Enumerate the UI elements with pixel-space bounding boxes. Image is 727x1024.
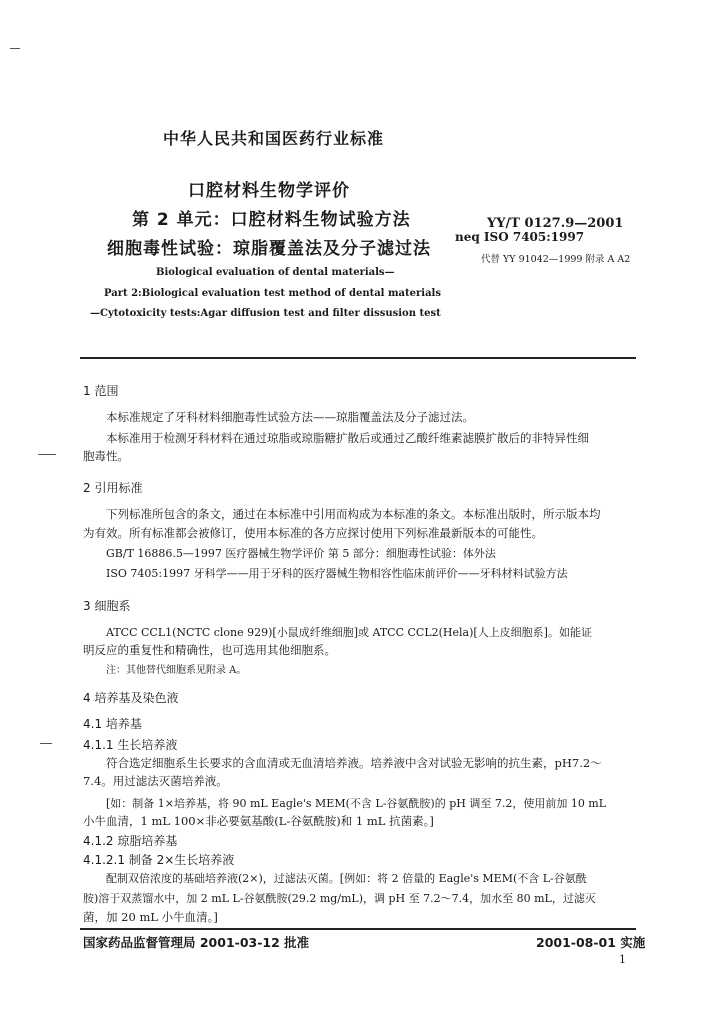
section-4-1-2-1-paragraph: 菌，加 20 mL 小牛血清。]: [83, 910, 218, 924]
reference-gbt-16886: GB/T 16886.5—1997 医疗器械生物学评价 第 5 部分：细胞毒性试验：体外法: [106, 547, 496, 560]
standard-equivalence: neq ISO 7405:1997: [455, 230, 585, 244]
section-4-heading: 4 培养基及染色液: [83, 691, 179, 705]
section-4-1-1-example: [如：制备 1×培养基，将 90 mL Eagle's MEM(不含 L-谷氨酰胺)的 pH 调至 7.2，使用前加 10 mL: [106, 797, 607, 810]
header-divider: [80, 357, 636, 359]
title-line-3: 细胞毒性试验：琼脂覆盖法及分子滤过法: [107, 239, 431, 259]
section-4-1-2-1-paragraph: 配制双倍浓度的基础培养液(2×)，过滤法灭菌。[例如：将 2 倍量的 Eagle's MEM(不含 L-谷氨酰: [106, 872, 587, 885]
title-line-2: 第 2 单元：口腔材料生物试验方法: [132, 210, 411, 230]
issuer-approval: 国家药品监督管理局 2001-03-12 批准: [83, 935, 310, 950]
section-2-paragraph: 下列标准所包含的条文，通过在本标准中引用而构成为本标准的条文。本标准出版时，所示版本均: [106, 507, 601, 521]
margin-mark: [38, 454, 56, 455]
english-title-line-2: Part 2:Biological evaluation test method of dental materials: [104, 288, 441, 299]
section-2-paragraph: 为有效。所有标准都会被修订，使用本标准的各方应探讨使用下列标准最新版本的可能性。: [83, 526, 543, 540]
replaces-standard: 代替 YY 91042—1999 附录 A A2: [481, 254, 631, 265]
section-3-paragraph: ATCC CCL1(NCTC clone 929)[小鼠成纤维细胞]或 ATCC CCL2(Hela)[人上皮细胞系]。如能证: [106, 626, 592, 639]
footer-divider: [80, 928, 636, 930]
section-1-paragraph: 本标准规定了牙科材料细胞毒性试验方法——琼脂覆盖法及分子滤过法。: [106, 410, 474, 424]
section-3-paragraph: 明反应的重复性和精确性，也可选用其他细胞系。: [83, 643, 336, 657]
issuing-organization: 中华人民共和国医药行业标准: [163, 129, 385, 148]
section-4-1-heading: 4.1 培养基: [83, 717, 142, 731]
section-4-1-2-1-heading: 4.1.2.1 制备 2×生长培养液: [83, 853, 235, 867]
title-line-1: 口腔材料生物学评价: [188, 181, 350, 201]
section-1-heading: 1 范围: [83, 384, 119, 398]
section-4-1-1-example: 小牛血清，1 mL 100×非必要氨基酸(L-谷氨酰胺)和 1 mL 抗菌素。]: [83, 814, 434, 828]
section-4-1-1-paragraph: 符合选定细胞系生长要求的含血清或无血清培养液。培养液中含对试验无影响的抗生素，pH7.2～: [106, 756, 602, 770]
standard-number: YY/T 0127.9—2001: [487, 216, 624, 231]
section-3-note: 注：其他替代细胞系见附录 A。: [106, 665, 247, 676]
effective-date: 2001-08-01 实施: [536, 935, 646, 950]
section-4-1-2-1-paragraph: 胺)溶于双蒸馏水中，加 2 mL L-谷氨酰胺(29.2 mg/mL)，调 pH 至 7.2～7.4，加水至 80 mL，过滤灭: [83, 892, 596, 905]
section-1-paragraph: 胞毒性。: [83, 449, 129, 463]
section-3-heading: 3 细胞系: [83, 599, 131, 613]
reference-iso-7405: ISO 7405:1997 牙科学——用于牙科的医疗器械生物相容性临床前评价——牙科材料试验方法: [106, 567, 568, 580]
section-2-heading: 2 引用标准: [83, 481, 143, 495]
margin-mark: [40, 743, 52, 744]
section-4-1-2-heading: 4.1.2 琼脂培养基: [83, 834, 178, 848]
page-number: 1: [619, 953, 626, 966]
section-4-1-1-heading: 4.1.1 生长培养液: [83, 738, 178, 752]
section-1-paragraph: 本标准用于检测牙科材料在通过琼脂或琼脂糖扩散后或通过乙酸纤维素滤膜扩散后的非特异性细: [106, 431, 589, 445]
english-title-line-3: —Cytotoxicity tests:Agar diffusion test and filter dissusion test: [90, 308, 441, 319]
english-title-line-1: Biological evaluation of dental materials—: [156, 267, 395, 278]
section-4-1-1-paragraph: 7.4。用过滤法灭菌培养液。: [83, 774, 228, 788]
margin-mark: [10, 48, 20, 49]
